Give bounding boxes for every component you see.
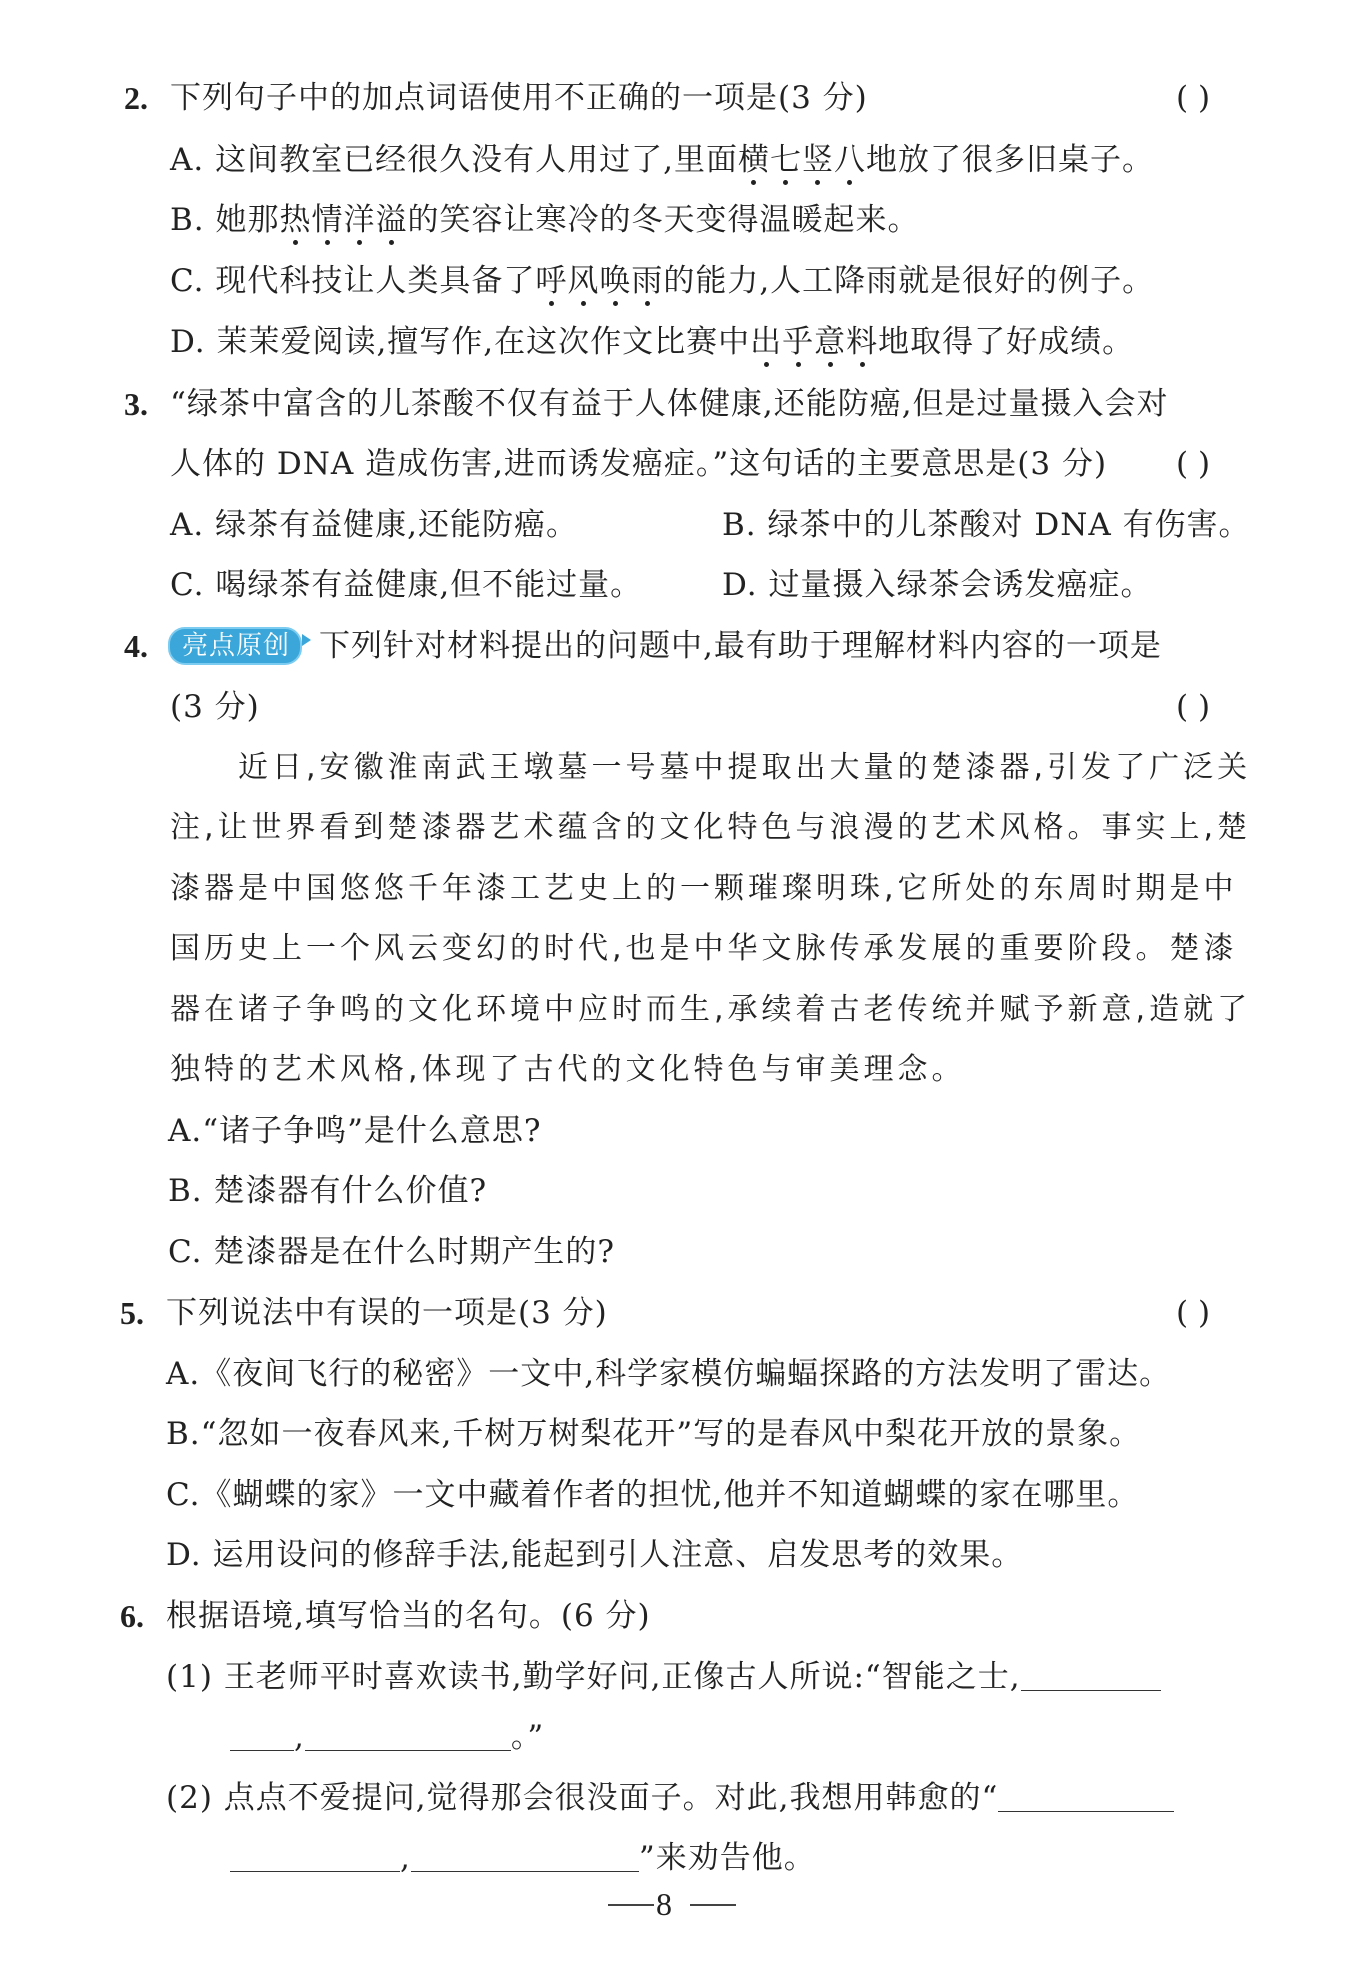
- passage-line-1: 近日,安徽淮南武王墩墓一号墓中提取出大量的楚漆器,引发了广泛关: [238, 750, 1252, 785]
- question-6-sub2-line1: (2) 点点不爱提问,觉得那会很没面子。对此,我想用韩愈的“: [166, 1778, 1174, 1818]
- question-4-number: 4.: [124, 628, 148, 664]
- answer-blank[interactable]: [230, 1841, 400, 1872]
- question-2-option-b: B. 她那热情洋溢 的笑容让寒冷的冬天变得温暖起来。: [170, 200, 920, 240]
- question-4-score: (3 分): [170, 689, 260, 725]
- question-2-answer-paren: ( ): [1176, 80, 1211, 116]
- dotted-word: 热情洋溢: [280, 200, 408, 240]
- question-3-option-c: C. 喝绿茶有益健康,但不能过量。: [170, 567, 643, 603]
- question-6-stem: 根据语境,填写恰当的名句。(6 分): [166, 1598, 651, 1634]
- answer-blank[interactable]: [411, 1841, 639, 1872]
- question-5-answer-paren: ( ): [1176, 1295, 1211, 1331]
- question-3-option-b: B. 绿茶中的儿茶酸对 DNA 有伤害。: [722, 507, 1251, 543]
- question-3-stem-line2: 人体的 DNA 造成伤害,进而诱发癌症。”这句话的主要意思是(3 分): [170, 446, 1108, 482]
- badge-arrow-icon: [302, 634, 311, 646]
- passage-line-2: 注,让世界看到楚漆器艺术蕴含的文化特色与浪漫的艺术风格。事实上,楚: [170, 810, 1252, 845]
- question-6-sub1-line1: (1) 王老师平时喜欢读书,勤学好问,正像古人所说:“智能之士,: [166, 1657, 1161, 1697]
- passage-line-5: 器在诸子争鸣的文化环境中应时而生,承续着古老传统并赋予新意,造就了: [170, 992, 1252, 1027]
- question-2-option-c: C. 现代科技让人类具备了呼风唤雨 的能力,人工降雨就是很好的例子。: [170, 261, 1154, 301]
- page-number-left-dash: [608, 1904, 654, 1906]
- question-4-option-b: B. 楚漆器有什么价值?: [168, 1173, 488, 1209]
- question-4-stem: 下列针对材料提出的问题中,最有助于理解材料内容的一项是: [319, 628, 1162, 664]
- question-6-sub2-line2: , ”来劝告他。: [230, 1838, 816, 1878]
- dotted-word: 呼风唤雨: [535, 261, 663, 301]
- question-5-number: 5.: [120, 1295, 144, 1331]
- question-3-number: 3.: [124, 386, 148, 422]
- page-number: 8: [656, 1886, 672, 1922]
- question-4-option-c: C. 楚漆器是在什么时期产生的?: [168, 1234, 615, 1270]
- question-3-stem-line1: “绿茶中富含的儿茶酸不仅有益于人体健康,还能防癌,但是过量摄入会对: [170, 386, 1169, 422]
- question-2-option-a: A. 这间教室已经很久没有人用过了,里面横七竖八 地放了很多旧桌子。: [170, 140, 1154, 180]
- question-4-option-a: A.“诸子争鸣”是什么意思?: [168, 1113, 542, 1149]
- question-2-stem: 下列句子中的加点词语使用不正确的一项是(3 分): [170, 80, 868, 116]
- passage-line-4: 国历史上一个风云变幻的时代,也是中华文脉传承发展的重要阶段。楚漆: [170, 931, 1238, 966]
- answer-blank[interactable]: [230, 1720, 294, 1751]
- question-3-option-d: D. 过量摄入绿茶会诱发癌症。: [722, 567, 1153, 603]
- dotted-word: 横七竖八: [738, 140, 866, 180]
- question-5-stem: 下列说法中有误的一项是(3 分): [166, 1295, 608, 1331]
- passage-line-3: 漆器是中国悠悠千年漆工艺史上的一颗璀璨明珠,它所处的东周时期是中: [170, 871, 1238, 906]
- question-5-option-c: C.《蝴蝶的家》一文中藏着作者的担忧,他并不知道蝴蝶的家在哪里。: [166, 1477, 1140, 1513]
- page-number-right-dash: [690, 1904, 736, 1906]
- question-2-number: 2.: [124, 80, 148, 116]
- original-highlight-badge: 亮点原创: [168, 627, 302, 665]
- question-5-option-b: B.“忽如一夜春风来,千树万树梨花开”写的是春风中梨花开放的景象。: [166, 1416, 1142, 1452]
- question-6-sub1-line2: , 。”: [230, 1717, 544, 1757]
- question-6-number: 6.: [120, 1598, 144, 1634]
- question-3-option-a: A. 绿茶有益健康,还能防癌。: [170, 507, 578, 543]
- question-5-option-d: D. 运用设问的修辞手法,能起到引人注意、启发思考的效果。: [166, 1537, 1024, 1573]
- answer-blank[interactable]: [1021, 1660, 1161, 1691]
- dotted-word: 出乎意料: [750, 322, 878, 362]
- question-3-answer-paren: ( ): [1176, 446, 1211, 482]
- answer-blank[interactable]: [998, 1781, 1174, 1812]
- question-4-answer-paren: ( ): [1176, 689, 1211, 725]
- question-5-option-a: A.《夜间飞行的秘密》一文中,科学家模仿蝙蝠探路的方法发明了雷达。: [166, 1356, 1172, 1392]
- passage-line-6: 独特的艺术风格,体现了古代的文化特色与审美理念。: [170, 1052, 966, 1087]
- question-4-stem-line: [168, 626, 1162, 666]
- answer-blank[interactable]: [305, 1720, 511, 1751]
- question-2-option-d: D. 茉茉爱阅读,擅写作,在这次作文比赛中出乎意料 地取得了好成绩。: [170, 322, 1134, 362]
